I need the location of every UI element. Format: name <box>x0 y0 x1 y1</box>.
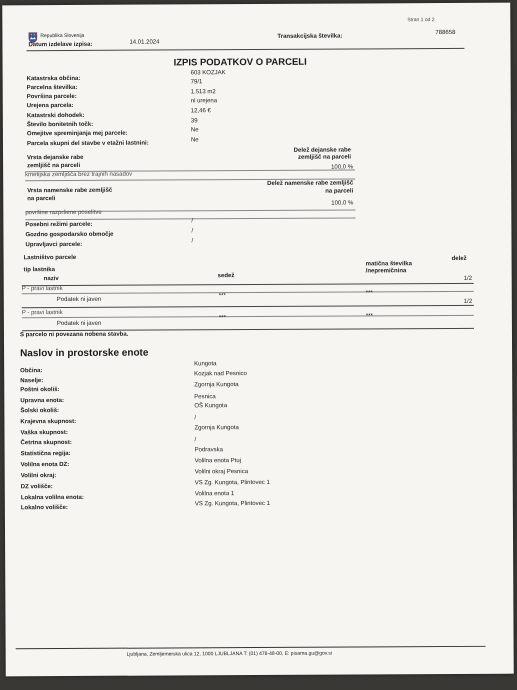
field-value: 79/1 <box>190 79 203 86</box>
owner-share: 1/2 <box>463 275 473 282</box>
address-value: / <box>194 415 197 422</box>
actual-use-share-label: Delež dejanske rabe <box>293 147 352 154</box>
col-owner-id-2: /nepremičnina <box>365 268 407 275</box>
building-note: S parcelo ni povezana nobena stavba. <box>19 331 129 339</box>
address-value: Pesnica <box>194 394 216 401</box>
col-owner-type: tip lastnika <box>23 267 55 274</box>
address-value: OŠ Kungota <box>194 403 228 410</box>
field-value: 39 <box>190 118 198 125</box>
ownership-section-title: Lastništvo parcele <box>23 254 77 262</box>
field-value: 603 KOZJAK <box>190 70 226 77</box>
field-label: Parcela skupni del stavbe v etažni lastnini: <box>26 140 149 148</box>
page-number: Stran 1 od 2 <box>407 17 435 24</box>
transaction-label: Transakcijska številka: <box>277 33 343 40</box>
actual-use-label: Vrsta dejanske rabe <box>27 154 84 162</box>
owner-type: P - pravi lastnik <box>21 310 63 317</box>
actual-use-row-name: kmetijska zemljišča brez trajnih nasadov <box>25 171 133 179</box>
field-label: Omejitve spreminjanja mej parcele: <box>26 130 128 138</box>
date-label: Datum izdelave izpisa: <box>28 41 93 49</box>
address-value: VS Zg. Kungota, Plintovec 1 <box>194 479 270 487</box>
col-owner-id: matična številka <box>365 261 412 268</box>
field-label: Parcelna številka: <box>26 84 78 92</box>
intended-use-share-label: Delež namenske rabe zemljišč <box>267 180 354 187</box>
divider <box>22 315 474 318</box>
country-name: Republika Slovenija <box>40 32 85 40</box>
address-label: Lokalna volilna enota: <box>20 494 84 502</box>
address-value: VS Zg. Kungota, Plintovec 1 <box>194 500 270 508</box>
owner-name: Podatek ni javen <box>56 296 102 304</box>
address-section-title: Naslov in prostorske enote <box>20 347 149 360</box>
address-label: Četrtna skupnost: <box>20 439 72 447</box>
actual-use-row-share: 100,0 % <box>331 164 354 171</box>
divider <box>25 217 355 220</box>
address-label: Volilna enota DZ: <box>20 461 70 469</box>
footer-divider <box>16 646 486 649</box>
address-value: Volilna enota 1 <box>194 491 235 498</box>
intended-use-share-label-2: na parceli <box>325 188 354 195</box>
actual-use-label-2: zemljišč na parceli <box>27 162 81 170</box>
field-label: Katastrski dohodek: <box>26 112 85 120</box>
field-label: Urejena parcela: <box>26 102 74 110</box>
owner-id: *** <box>365 313 373 320</box>
address-label: Poštni okoliš: <box>20 387 60 394</box>
address-label: Lokalno volišče: <box>20 504 68 512</box>
field-value: Ne <box>190 137 199 144</box>
address-value: Volilni okraj Pesnica <box>194 469 249 476</box>
field-label: Število bonitetnih točk: <box>26 121 94 129</box>
field-value: Ne <box>190 127 199 134</box>
address-label: Občina: <box>20 368 43 375</box>
address-value: Podravska <box>194 447 223 454</box>
address-value: Zgornja Kungota <box>194 425 239 432</box>
address-value: Zgornja Kungota <box>194 382 239 389</box>
transaction-value: 788658 <box>435 29 456 37</box>
divider <box>22 283 474 286</box>
intended-use-row-share: 100,0 % <box>331 200 354 207</box>
header-divider <box>26 48 464 51</box>
owner-type: P - pravi lastnik <box>21 286 63 293</box>
owner-share: 1/2 <box>463 298 473 305</box>
regime-value: / <box>191 238 194 245</box>
owner-name: Podatek ni javen <box>56 320 102 328</box>
actual-use-share-label-2: zemljišč na parceli <box>298 154 352 161</box>
field-value: 1.513 m2 <box>190 89 216 96</box>
address-label: Upravna enota: <box>20 398 65 405</box>
field-label: Površina parcele: <box>26 93 77 101</box>
intended-use-row-name: površine razpršene poselitve <box>25 209 102 217</box>
address-label: Statistična regija: <box>20 450 71 458</box>
col-owner-share: delež <box>451 255 467 262</box>
address-label: Šolski okoliš: <box>20 408 60 415</box>
date-value: 14.01.2024 <box>129 39 160 46</box>
intended-use-label: Vrsta namenske rabe zemljišč <box>27 187 113 195</box>
regime-label: Upravljavci parcele: <box>25 241 83 249</box>
regime-value: / <box>191 218 194 225</box>
owner-seat: *** <box>218 315 226 322</box>
address-value: Kozjak nad Pesnico <box>194 371 247 378</box>
regime-label: Gozdno gospodarsko območje <box>25 231 114 239</box>
document-page <box>2 3 514 677</box>
address-value: Volilna enota Ptuj <box>194 458 242 465</box>
owner-id: *** <box>365 290 373 297</box>
address-label: Krajevna skupnost: <box>20 418 77 426</box>
divider <box>22 305 474 308</box>
field-value: 12,46 € <box>190 108 211 115</box>
field-value: ni urejena <box>190 98 218 105</box>
footer-address: Ljubljana, Zemljemerska ulica 12, 1000 LJUBLJANA T: (01) 478-48-00, E: pisarna.gu@gov.si <box>126 650 332 658</box>
regime-label: Posebni režimi parcele: <box>25 221 93 229</box>
divider <box>22 328 474 331</box>
intended-use-label-2: na parceli <box>27 196 56 203</box>
address-label: DZ volišče: <box>20 484 53 491</box>
owner-seat: *** <box>218 293 226 300</box>
col-owner-name: naziv <box>43 276 59 283</box>
regime-value: / <box>191 228 194 235</box>
address-label: Vaška skupnost: <box>20 429 68 437</box>
divider <box>22 290 474 297</box>
address-label: Naselje: <box>20 378 44 385</box>
col-owner-seat: sedež <box>217 273 235 280</box>
document-title: IZPIS PODATKOV O PARCELI <box>173 56 307 69</box>
field-label: Katastrska občina: <box>26 75 81 83</box>
address-label: Volilni okraj: <box>20 473 57 480</box>
address-value: / <box>194 437 197 444</box>
address-value: Kungota <box>194 361 217 368</box>
